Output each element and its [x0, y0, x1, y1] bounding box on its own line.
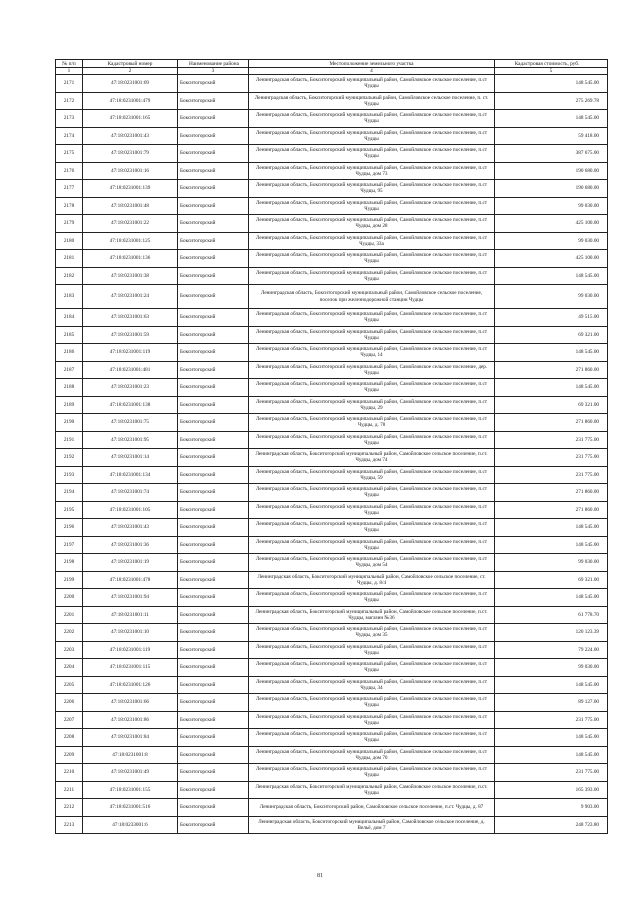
- cadastral-cost: 99 030.00: [495, 285, 608, 309]
- cadastral-cost: 49 515.00: [495, 309, 608, 327]
- page-number: 81: [317, 873, 323, 879]
- row-number: 2199: [56, 571, 83, 589]
- table-row: [56, 396, 608, 414]
- cadastral-cost: 231 775.00: [495, 711, 608, 729]
- table-row: [56, 92, 608, 110]
- land-location: Ленинградская область, Бокситогорский муниципальный район, Самойловское сельское поселение, п.ст. Чудцы, магазин №36: [249, 606, 495, 624]
- table-row: [56, 711, 608, 729]
- row-number: 2201: [56, 606, 83, 624]
- row-number: 2173: [56, 110, 83, 128]
- district-name: Бокситогорский: [178, 267, 249, 285]
- district-name: Бокситогорский: [178, 589, 249, 607]
- cadastral-number: 47:18:0231001:105: [83, 501, 178, 519]
- header-cell-district: Наименование района: [178, 60, 249, 68]
- land-location: Ленинградская область, Бокситогорский муниципальный район, Самойловское сельское поселение, п.ст Чудцы, дом 70: [249, 746, 495, 764]
- cadastral-cost: 79 224.00: [495, 641, 608, 659]
- cadastral-table: [55, 59, 608, 834]
- row-number: 2196: [56, 519, 83, 537]
- cadastral-number: 47:18:0231001:95: [83, 431, 178, 449]
- table-row: [56, 641, 608, 659]
- cadastral-cost: 148 545.00: [495, 267, 608, 285]
- cadastral-number: 47:18:0231001:136: [83, 250, 178, 268]
- land-location: Ленинградская область, Бокситогорский муниципальный район, Самойловское сельское поселение, п.ст Чудцы: [249, 589, 495, 607]
- header-cell-cadastral: Кадастровый номер: [83, 60, 178, 68]
- row-number: 2202: [56, 624, 83, 642]
- cadastral-number: 47:18:0231001:43: [83, 519, 178, 537]
- cadastral-number: 47:18:0231001:94: [83, 589, 178, 607]
- row-number: 2172: [56, 92, 83, 110]
- row-number: 2212: [56, 799, 83, 817]
- cadastral-number: 47:18:0233001:6: [83, 816, 178, 834]
- district-name: Бокситогорский: [178, 309, 249, 327]
- cadastral-number: 47:18:0231001:115: [83, 659, 178, 677]
- row-number: 2198: [56, 554, 83, 572]
- table-row: [56, 816, 608, 834]
- district-name: Бокситогорский: [178, 676, 249, 694]
- header-row: [56, 60, 608, 68]
- row-number: 2192: [56, 449, 83, 467]
- district-name: Бокситогорский: [178, 449, 249, 467]
- table-row: [56, 285, 608, 309]
- cadastral-cost: 148 545.00: [495, 75, 608, 93]
- row-number: 2203: [56, 641, 83, 659]
- table-row: [56, 519, 608, 537]
- row-number: 2181: [56, 250, 83, 268]
- cadastral-cost: 120 123.39: [495, 624, 608, 642]
- land-location: Ленинградская область, Бокситогорский муниципальный район, Самойловское сельское поселение, п.ст Чудцы, 34: [249, 676, 495, 694]
- row-number: 2200: [56, 589, 83, 607]
- district-name: Бокситогорский: [178, 414, 249, 432]
- cadastral-cost: 148 545.00: [495, 589, 608, 607]
- cadastral-cost: 69 321.00: [495, 326, 608, 344]
- cadastral-cost: 231 775.00: [495, 449, 608, 467]
- row-number: 2213: [56, 816, 83, 834]
- cadastral-cost: 275 269.78: [495, 92, 608, 110]
- table-row: [56, 379, 608, 397]
- header-number-cell: 4: [249, 68, 495, 75]
- land-location: Ленинградская область, Бокситогорский муниципальный район, Самойловское сельское поселение, п.ст Чудцы: [249, 431, 495, 449]
- cadastral-number: 47:18:0231001:119: [83, 641, 178, 659]
- district-name: Бокситогорский: [178, 501, 249, 519]
- cadastral-number: 47:18:0231001:10: [83, 624, 178, 642]
- row-number: 2208: [56, 729, 83, 747]
- cadastral-number: 47:18:0231001:48: [83, 197, 178, 215]
- district-name: Бокситогорский: [178, 431, 249, 449]
- row-number: 2185: [56, 326, 83, 344]
- cadastral-number: 47:18:0231001:19: [83, 554, 178, 572]
- table-row: [56, 361, 608, 379]
- row-number: 2176: [56, 162, 83, 180]
- cadastral-number: 47:18:0231001:138: [83, 396, 178, 414]
- land-location: Ленинградская область, Бокситогорский муниципальный район, Самойловское сельское поселение, п.ст Чудцы: [249, 379, 495, 397]
- header-cell-number: № п/п: [56, 60, 83, 68]
- cadastral-number: 47:18:0231001:139: [83, 180, 178, 198]
- district-name: Бокситогорский: [178, 641, 249, 659]
- table-row: [56, 659, 608, 677]
- land-location: Ленинградская область, Бокситогорский муниципальный район, Самойловское сельское поселение, п.ст Чудцы, дом 54: [249, 554, 495, 572]
- district-name: Бокситогорский: [178, 197, 249, 215]
- row-number: 2174: [56, 127, 83, 145]
- cadastral-cost: 61 778.70: [495, 606, 608, 624]
- district-name: Бокситогорский: [178, 519, 249, 537]
- district-name: Бокситогорский: [178, 162, 249, 180]
- row-number: 2177: [56, 180, 83, 198]
- table-row: [56, 729, 608, 747]
- row-number: 2211: [56, 781, 83, 799]
- header-cell-cost: Кадастровая стоимость, руб.: [495, 60, 608, 68]
- table-row: [56, 676, 608, 694]
- cadastral-number: 47:18:0231001:126: [83, 676, 178, 694]
- cadastral-cost: 271 860.00: [495, 501, 608, 519]
- land-location: Ленинградская область, Бокситогорский муниципальный район, Самойловское сельское поселение, п.ст Чудцы: [249, 250, 495, 268]
- cadastral-cost: 148 545.00: [495, 344, 608, 362]
- table-body: [56, 75, 608, 834]
- header-number-cell: 3: [178, 68, 249, 75]
- table-row: [56, 571, 608, 589]
- land-location: Ленинградская область, Бокситогорский муниципальный район, Самойловское сельское поселение, п.ст Чудцы: [249, 145, 495, 163]
- row-number: 2178: [56, 197, 83, 215]
- table-row: [56, 127, 608, 145]
- land-location: Ленинградская область, Бокситогорский муниципальный район, Самойловское сельское поселение, п.ст Чудцы: [249, 764, 495, 782]
- district-name: Бокситогорский: [178, 624, 249, 642]
- cadastral-cost: 99 030.00: [495, 554, 608, 572]
- cadastral-cost: 248 723.80: [495, 816, 608, 834]
- cadastral-number: 47:18:0231001:86: [83, 711, 178, 729]
- district-name: Бокситогорский: [178, 344, 249, 362]
- land-location: Ленинградская область, Бокситогорский муниципальный район, Самойловское сельское поселение, п.ст Чудцы: [249, 484, 495, 502]
- cadastral-number: 47:18:0231001:119: [83, 344, 178, 362]
- cadastral-number: 47:18:0231001:481: [83, 361, 178, 379]
- district-name: Бокситогорский: [178, 571, 249, 589]
- district-name: Бокситогорский: [178, 326, 249, 344]
- table-row: [56, 162, 608, 180]
- row-number: 2182: [56, 267, 83, 285]
- cadastral-cost: 190 680.00: [495, 162, 608, 180]
- land-location: Ленинградская область, Бокситогорский муниципальный район, Самойловское сельское поселение, п.ст Чудцы, 59: [249, 466, 495, 484]
- row-number: 2171: [56, 75, 83, 93]
- table-row: [56, 799, 608, 817]
- district-name: Бокситогорский: [178, 746, 249, 764]
- land-location: Ленинградская область, Бокситогорский муниципальный район, Самойловское сельское поселение, п.ст Чудцы: [249, 75, 495, 93]
- cadastral-cost: 425 100.00: [495, 215, 608, 233]
- land-location: Ленинградская область, Бокситогорский муниципальный район, Самойловское сельское поселение, д. Вельё, дом 7: [249, 816, 495, 834]
- cadastral-number: 47:18:0231001:478: [83, 571, 178, 589]
- district-name: Бокситогорский: [178, 536, 249, 554]
- cadastral-number: 47:18:0231001:49: [83, 764, 178, 782]
- district-name: Бокситогорский: [178, 110, 249, 128]
- district-name: Бокситогорский: [178, 729, 249, 747]
- land-location: Ленинградская область, Бокситогорский муниципальный район, Самойловское сельское поселение, п.ст Чудцы: [249, 519, 495, 537]
- row-number: 2179: [56, 215, 83, 233]
- district-name: Бокситогорский: [178, 711, 249, 729]
- land-location: Ленинградская область, Бокситогорский муниципальный район, Самойловское сельское поселение, п.ст Чудцы: [249, 536, 495, 554]
- land-location: Ленинградская область, Бокситогорский муниципальный район, Самойловское сельское поселение, п.ст Чудцы: [249, 694, 495, 712]
- cadastral-number: 47:18:0231001:165: [83, 110, 178, 128]
- cadastral-cost: 9 903.00: [495, 799, 608, 817]
- land-location: Ленинградская область, Бокситогорский муниципальный район, Самойловское сельское поселение, ст. Чудцы, д. 8/4: [249, 571, 495, 589]
- table-row: [56, 75, 608, 93]
- land-location: Ленинградская область, Бокситогорский муниципальный район, Самойловское сельское поселение, дер. Чудцы: [249, 361, 495, 379]
- table-row: [56, 326, 608, 344]
- cadastral-number: 47:18:0231001:59: [83, 326, 178, 344]
- district-name: Бокситогорский: [178, 799, 249, 817]
- cadastral-number: 47:18:0231001:11: [83, 606, 178, 624]
- table-row: [56, 145, 608, 163]
- row-number: 2186: [56, 344, 83, 362]
- cadastral-number: 47:18:0231001:14: [83, 449, 178, 467]
- row-number: 2204: [56, 659, 83, 677]
- table-header: [56, 60, 608, 75]
- land-location: Ленинградская область, Бокситогорский муниципальный район, Самойловское сельское поселение, п.ст Чудцы: [249, 309, 495, 327]
- land-location: Ленинградская область, Бокситогорский муниципальный район, Самойловское сельское поселение, п.ст Чудцы: [249, 197, 495, 215]
- cadastral-cost: 59 418.00: [495, 127, 608, 145]
- table-row: [56, 267, 608, 285]
- table-row: [56, 344, 608, 362]
- table-row: [56, 180, 608, 198]
- land-location: Ленинградская область, Бокситогорский муниципальный район, Самойловское сельское поселение, п.ст Чудцы, 95: [249, 180, 495, 198]
- table-row: [56, 694, 608, 712]
- district-name: Бокситогорский: [178, 764, 249, 782]
- district-name: Бокситогорский: [178, 232, 249, 250]
- cadastral-cost: 148 545.00: [495, 729, 608, 747]
- cadastral-number: 47:18:0231001:16: [83, 162, 178, 180]
- land-location: Ленинградская область, Бокситогорский муниципальный район, Самойловское сельское поселение, п.ст Чудцы, д. 78: [249, 414, 495, 432]
- land-location: Ленинградская область, Бокситогорский муниципальный район, Самойловское сельское поселение, п.ст Чудцы, 33а: [249, 232, 495, 250]
- district-name: Бокситогорский: [178, 379, 249, 397]
- land-location: Ленинградская область, Бокситогорский муниципальный район, Самойловское сельское поселение, п.ст. Чудцы: [249, 781, 495, 799]
- land-location: Ленинградская область, Бокситогорский муниципальный район, Самойловское сельское поселение, п.ст Чудцы: [249, 326, 495, 344]
- row-number: 2175: [56, 145, 83, 163]
- district-name: Бокситогорский: [178, 694, 249, 712]
- table-row: [56, 466, 608, 484]
- cadastral-cost: 271 860.00: [495, 361, 608, 379]
- cadastral-number: 47:18:0231001:22: [83, 215, 178, 233]
- cadastral-number: 47:18:0231001:36: [83, 536, 178, 554]
- header-cell-location: Местоположение земельного участка: [249, 60, 495, 68]
- district-name: Бокситогорский: [178, 180, 249, 198]
- cadastral-number: 47:18:0231001:24: [83, 285, 178, 309]
- land-location: Ленинградская область, Бокситогорский муниципальный район, Самойловское сельское поселение, п.ст Чудцы, 14: [249, 344, 495, 362]
- table-row: [56, 501, 608, 519]
- land-location: Ленинградская область, Бокситогорский муниципальный район, Самойловское сельское поселение, п.ст Чудцы, дом 35: [249, 624, 495, 642]
- cadastral-number: 47:18:0231001:479: [83, 92, 178, 110]
- cadastral-number: 47:18:0231001:38: [83, 267, 178, 285]
- cadastral-number: 47:18:0231001:75: [83, 414, 178, 432]
- cadastral-cost: 231 775.00: [495, 764, 608, 782]
- table-row: [56, 215, 608, 233]
- cadastral-cost: 165 393.00: [495, 781, 608, 799]
- land-location: Ленинградская область, Бокситогорский район, Самойловское сельское поселение, п.ст. Чудцы, д. 87: [249, 799, 495, 817]
- district-name: Бокситогорский: [178, 484, 249, 502]
- cadastral-cost: 231 775.00: [495, 431, 608, 449]
- table-row: [56, 309, 608, 327]
- row-number: 2197: [56, 536, 83, 554]
- cadastral-cost: 89 127.00: [495, 694, 608, 712]
- land-location: Ленинградская область, Бокситогорский муниципальный район, Самойловское сельское поселение, п.ст Чудцы: [249, 729, 495, 747]
- district-name: Бокситогорский: [178, 466, 249, 484]
- cadastral-number: 47:18:0231001:69: [83, 75, 178, 93]
- table-row: [56, 414, 608, 432]
- header-number-cell: 2: [83, 68, 178, 75]
- table-row: [56, 110, 608, 128]
- header-number-row: [56, 68, 608, 75]
- district-name: Бокситогорский: [178, 781, 249, 799]
- land-location: Ленинградская область, Бокситогорский муниципальный район, Самойловское сельское поселение, п.ст Чудцы: [249, 711, 495, 729]
- cadastral-cost: 425 100.00: [495, 250, 608, 268]
- cadastral-cost: 99 030.00: [495, 232, 608, 250]
- row-number: 2183: [56, 285, 83, 309]
- land-location: Ленинградская область, Бокситогорский муниципальный район, Самойловское сельское поселение, п.ст Чудцы, дом 28: [249, 215, 495, 233]
- cadastral-number: 47:18:0231001:516: [83, 799, 178, 817]
- cadastral-number: 47:18:0231001:43: [83, 127, 178, 145]
- cadastral-number: 47:18:0231001:155: [83, 781, 178, 799]
- row-number: 2209: [56, 746, 83, 764]
- district-name: Бокситогорский: [178, 285, 249, 309]
- land-location: Ленинградская область, Бокситогорский муниципальный район, Самойловское сельское поселение, п.ст Чудцы: [249, 127, 495, 145]
- cadastral-number: 47:18:0231001:23: [83, 379, 178, 397]
- row-number: 2184: [56, 309, 83, 327]
- land-location: Ленинградская область, Бокситогорский муниципальный район, Самойловское сельское поселение, поселок при железнодорожной станции Чудцы: [249, 285, 495, 309]
- district-name: Бокситогорский: [178, 659, 249, 677]
- row-number: 2205: [56, 676, 83, 694]
- district-name: Бокситогорский: [178, 396, 249, 414]
- district-name: Бокситогорский: [178, 75, 249, 93]
- table-row: [56, 250, 608, 268]
- cadastral-cost: 387 675.00: [495, 145, 608, 163]
- cadastral-cost: 99 030.00: [495, 197, 608, 215]
- cadastral-cost: 148 545.00: [495, 110, 608, 128]
- table-row: [56, 589, 608, 607]
- table-row: [56, 781, 608, 799]
- district-name: Бокситогорский: [178, 127, 249, 145]
- row-number: 2210: [56, 764, 83, 782]
- row-number: 2180: [56, 232, 83, 250]
- header-number-cell: 1: [56, 68, 83, 75]
- cadastral-number: 47:18:0231001:8: [83, 746, 178, 764]
- cadastral-number: 47:18:0231001:63: [83, 309, 178, 327]
- cadastral-cost: 148 545.00: [495, 676, 608, 694]
- table-row: [56, 449, 608, 467]
- district-name: Бокситогорский: [178, 250, 249, 268]
- cadastral-number: 47:18:0231001:74: [83, 484, 178, 502]
- cadastral-cost: 148 545.00: [495, 536, 608, 554]
- cadastral-number: 47:18:0231001:79: [83, 145, 178, 163]
- table-row: [56, 536, 608, 554]
- row-number: 2188: [56, 379, 83, 397]
- row-number: 2191: [56, 431, 83, 449]
- cadastral-number: 47:18:0231001:125: [83, 232, 178, 250]
- table-row: [56, 232, 608, 250]
- table-row: [56, 624, 608, 642]
- row-number: 2189: [56, 396, 83, 414]
- land-location: Ленинградская область, Бокситогорский муниципальный район, Самойловское сельское поселение, п.ст Чудцы, 29: [249, 396, 495, 414]
- cadastral-cost: 190 680.00: [495, 180, 608, 198]
- land-location: Ленинградская область, Бокситогорский муниципальный район, Самойловское сельское поселение, п.ст Чудцы: [249, 501, 495, 519]
- cadastral-number: 47:18:0231001:66: [83, 694, 178, 712]
- row-number: 2193: [56, 466, 83, 484]
- cadastral-cost: 69 321.00: [495, 571, 608, 589]
- table-row: [56, 484, 608, 502]
- cadastral-cost: 271 860.00: [495, 414, 608, 432]
- table-row: [56, 764, 608, 782]
- table-row: [56, 746, 608, 764]
- row-number: 2207: [56, 711, 83, 729]
- district-name: Бокситогорский: [178, 361, 249, 379]
- cadastral-cost: 148 545.00: [495, 519, 608, 537]
- district-name: Бокситогорский: [178, 215, 249, 233]
- cadastral-cost: 99 030.00: [495, 659, 608, 677]
- header-number-cell: 5: [495, 68, 608, 75]
- cadastral-cost: 231 775.00: [495, 466, 608, 484]
- cadastral-number: 47:18:0231001:84: [83, 729, 178, 747]
- cadastral-cost: 69 321.00: [495, 396, 608, 414]
- table-row: [56, 197, 608, 215]
- table-row: [56, 554, 608, 572]
- land-location: Ленинградская область, Бокситогорский муниципальный район, Самойловское сельское поселение, п.ст Чудцы: [249, 267, 495, 285]
- district-name: Бокситогорский: [178, 606, 249, 624]
- row-number: 2206: [56, 694, 83, 712]
- cadastral-cost: 271 860.00: [495, 484, 608, 502]
- land-location: Ленинградская область, Бокситогорский муниципальный район, Самойловское сельское поселение, п.ст Чудцы: [249, 659, 495, 677]
- cadastral-cost: 148 545.00: [495, 379, 608, 397]
- row-number: 2195: [56, 501, 83, 519]
- row-number: 2187: [56, 361, 83, 379]
- document-sheet: [55, 59, 599, 834]
- land-location: Ленинградская область, Бокситогорский муниципальный район, Самойловское сельское поселение, п.ст. Чудцы, дом 74: [249, 449, 495, 467]
- row-number: 2194: [56, 484, 83, 502]
- cadastral-cost: 148 545.00: [495, 746, 608, 764]
- district-name: Бокситогорский: [178, 816, 249, 834]
- district-name: Бокситогорский: [178, 92, 249, 110]
- district-name: Бокситогорский: [178, 554, 249, 572]
- district-name: Бокситогорский: [178, 145, 249, 163]
- row-number: 2190: [56, 414, 83, 432]
- land-location: Ленинградская область, Бокситогорский муниципальный район, Самойловское сельское поселение, п.ст Чудцы: [249, 110, 495, 128]
- table-row: [56, 431, 608, 449]
- land-location: Ленинградская область, Бокситогорский муниципальный район, Самойловское сельское поселение, п.ст Чудцы: [249, 641, 495, 659]
- cadastral-number: 47:18:0231001:134: [83, 466, 178, 484]
- table-row: [56, 606, 608, 624]
- land-location: Ленинградская область, Бокситогорский муниципальный район, Самойловское сельское поселение, п.ст Чудцы, дом 73: [249, 162, 495, 180]
- land-location: Ленинградская область, Бокситогорский муниципальный район, Самойловское сельское поселение, п. ст. Чудцы: [249, 92, 495, 110]
